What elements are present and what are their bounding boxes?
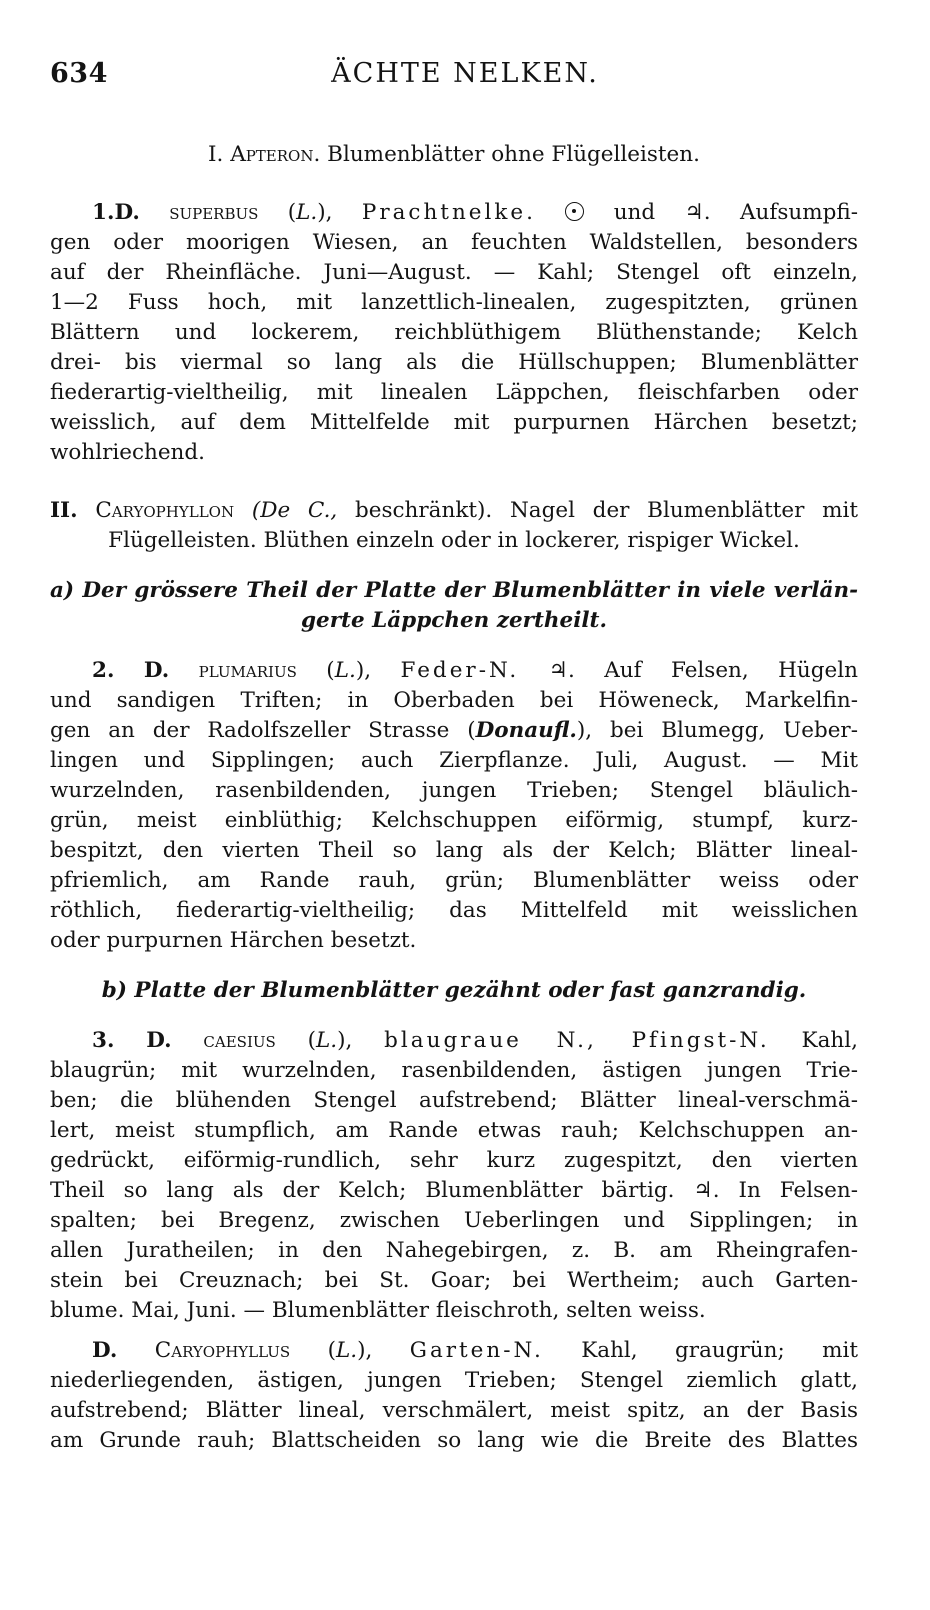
species-entry-caryophyllus [50, 1336, 858, 1456]
page-header [50, 58, 880, 98]
page-number: 634 [50, 58, 108, 89]
species-epithet: superbus [169, 200, 259, 225]
entry-text: gen an der Radolfszeller Strasse ( [50, 718, 476, 743]
section-number: I. [208, 142, 224, 167]
section-number: II. [50, 498, 78, 523]
genus-abbrev: D. [92, 1338, 118, 1363]
species-number: 2. [92, 658, 115, 683]
biennial-symbol-icon [565, 202, 584, 221]
entry-line: lert, meist stumpflich, am Rande etwas rauh; Kelchschuppen an- [50, 1118, 858, 1143]
subsection-line: a) Der grössere Theil der Platte der Blumenblätter in viele verlän- [50, 578, 858, 603]
common-name: blaugraue N., Pfingst-N. [384, 1028, 770, 1053]
page-body [50, 140, 858, 1456]
entry-line: am Grunde rauh; Blattscheiden so lang wie die Breite des Blattes [50, 1428, 858, 1453]
species-first-line [50, 1026, 858, 1056]
entry-line: blume. Mai, Juni. — Blumenblätter fleischroth, selten weiss. [50, 1298, 706, 1323]
common-name: Garten-N. [409, 1338, 544, 1363]
entry-line: pfriemlich, am Rande rauh, grün; Blumenblätter weiss oder [50, 868, 858, 893]
species-entry-caesius [50, 1026, 858, 1326]
paren-open: ( [307, 1028, 316, 1053]
paren-close: ), [337, 1028, 353, 1053]
entry-line: bespitzt, den vierten Theil so lang als der Kelch; Blätter lineal- [50, 838, 858, 863]
entry-line: blaugrün; mit wurzelnden, rasenbildenden, ästigen jungen Trie- [50, 1058, 858, 1083]
common-name: Prachtnelke. [361, 200, 536, 225]
section-name: Apteron. [230, 142, 321, 167]
entry-line: drei- bis viermal so lang als die Hüllschuppen; Blumenblätter [50, 350, 858, 375]
species-entry-plumarius [50, 656, 858, 956]
species-author: L. [336, 1338, 358, 1363]
entry-line: allen Juratheilen; in den Nahegebirgen, z. B. am Rheingrafen- [50, 1238, 858, 1263]
paren-open: ( [326, 658, 335, 683]
subsection-a-heading [50, 576, 858, 636]
species-number: 1. [92, 200, 115, 225]
running-head: ÄCHTE NELKEN. [331, 58, 599, 89]
entry-line: röthlich, fiederartig-vieltheilig; das Mittelfeld mit weisslichen [50, 898, 858, 923]
section-description: beschränkt). Nagel der Blumenblätter mit [355, 498, 859, 523]
entry-line: auf der Rheinfläche. Juni—August. — Kahl; Stengel oft einzeln, [50, 260, 858, 285]
entry-line: gen oder moorigen Wiesen, an feuchten Waldstellen, besonders [50, 230, 858, 255]
genus-abbrev: D. [146, 1028, 172, 1053]
common-name: Feder-N. [400, 658, 520, 683]
entry-text: ♃. Auf Felsen, Hügeln [548, 658, 858, 683]
section-heading-apteron [50, 140, 858, 170]
entry-line: 1—2 Fuss hoch, mit lanzettlich-linealen, zugespitzten, grünen [50, 290, 858, 315]
entry-line: Blättern und lockerem, reichblüthigem Blüthenstande; Kelch [50, 320, 858, 345]
entry-line: wohlriechend. [50, 440, 206, 465]
entry-line: lingen und Sipplingen; auch Zierpflanze. Juli, August. — Mit [50, 748, 858, 773]
section-heading-line [50, 496, 858, 526]
species-epithet: Caryophyllus [154, 1338, 291, 1363]
paren-close: ), [317, 200, 333, 225]
source-abbrev: Donaufl. [475, 718, 577, 743]
entry-text: und ♃. Aufsumpfi- [613, 200, 858, 225]
genus-abbrev: D. [143, 658, 170, 683]
entry-line: und sandigen Triften; in Oberbaden bei Höweneck, Markelfin- [50, 688, 858, 713]
entry-line: niederliegenden, ästigen, jungen Trieben; Stengel ziemlich glatt, [50, 1368, 858, 1393]
entry-line: grün, meist einblüthig; Kelchschuppen eiförmig, stumpf, kurz- [50, 808, 858, 833]
entry-line: ben; die blühenden Stengel aufstrebend; Blätter lineal-verschmä- [50, 1088, 858, 1113]
section-description-line: Flügelleisten. Blüthen einzeln oder in lockerer, rispiger Wickel. [108, 528, 800, 553]
paren-open: ( [287, 200, 297, 225]
section-author: (De C., [251, 498, 338, 523]
subsection-line: gerte Läppchen zertheilt. [301, 608, 607, 633]
entry-text: ), bei Blumegg, Ueber- [576, 718, 858, 743]
section-name: Caryophyllon [95, 498, 235, 523]
species-entry-superbus [50, 198, 858, 468]
paren-open: ( [327, 1338, 336, 1363]
species-first-line [50, 198, 858, 228]
entry-line: weisslich, auf dem Mittelfelde mit purpurnen Härchen besetzt; [50, 410, 858, 435]
paren-close: ), [357, 1338, 373, 1363]
species-epithet: plumarius [198, 658, 297, 683]
entry-line: wurzelnden, rasenbildenden, jungen Trieben; Stengel bläulich- [50, 778, 858, 803]
subsection-b-heading: b) Platte der Blumenblätter gezähnt oder fast ganzrandig. [101, 978, 807, 1003]
section-heading-caryophyllon [50, 496, 858, 556]
paren-close: ), [355, 658, 372, 683]
entry-line: Theil so lang als der Kelch; Blumenblätter bärtig. ♃. In Felsen- [50, 1178, 858, 1203]
entry-text: Kahl, [801, 1028, 858, 1053]
species-number: 3. [92, 1028, 115, 1053]
entry-line [50, 716, 858, 746]
species-first-line [50, 656, 858, 686]
entry-text: Kahl, graugrün; mit [581, 1338, 859, 1363]
genus-abbrev: D. [114, 200, 140, 225]
entry-line: spalten; bei Bregenz, zwischen Ueberlingen und Sipplingen; in [50, 1208, 858, 1233]
entry-line: stein bei Creuznach; bei St. Goar; bei Wertheim; auch Garten- [50, 1268, 858, 1293]
species-author: L. [296, 200, 318, 225]
species-epithet: caesius [203, 1028, 276, 1053]
entry-line: gedrückt, eiförmig-rundlich, sehr kurz zugespitzt, den vierten [50, 1148, 858, 1173]
species-author: L. [334, 658, 356, 683]
entry-line: fiederartig-vieltheilig, mit linealen Läppchen, fleischfarben oder [50, 380, 858, 405]
section-description: Blumenblätter ohne Flügelleisten. [327, 142, 700, 167]
entry-line: aufstrebend; Blätter lineal, verschmälert, meist spitz, an der Basis [50, 1398, 858, 1423]
species-first-line [50, 1336, 858, 1366]
entry-line: oder purpurnen Härchen besetzt. [50, 928, 417, 953]
species-author: L. [316, 1028, 338, 1053]
